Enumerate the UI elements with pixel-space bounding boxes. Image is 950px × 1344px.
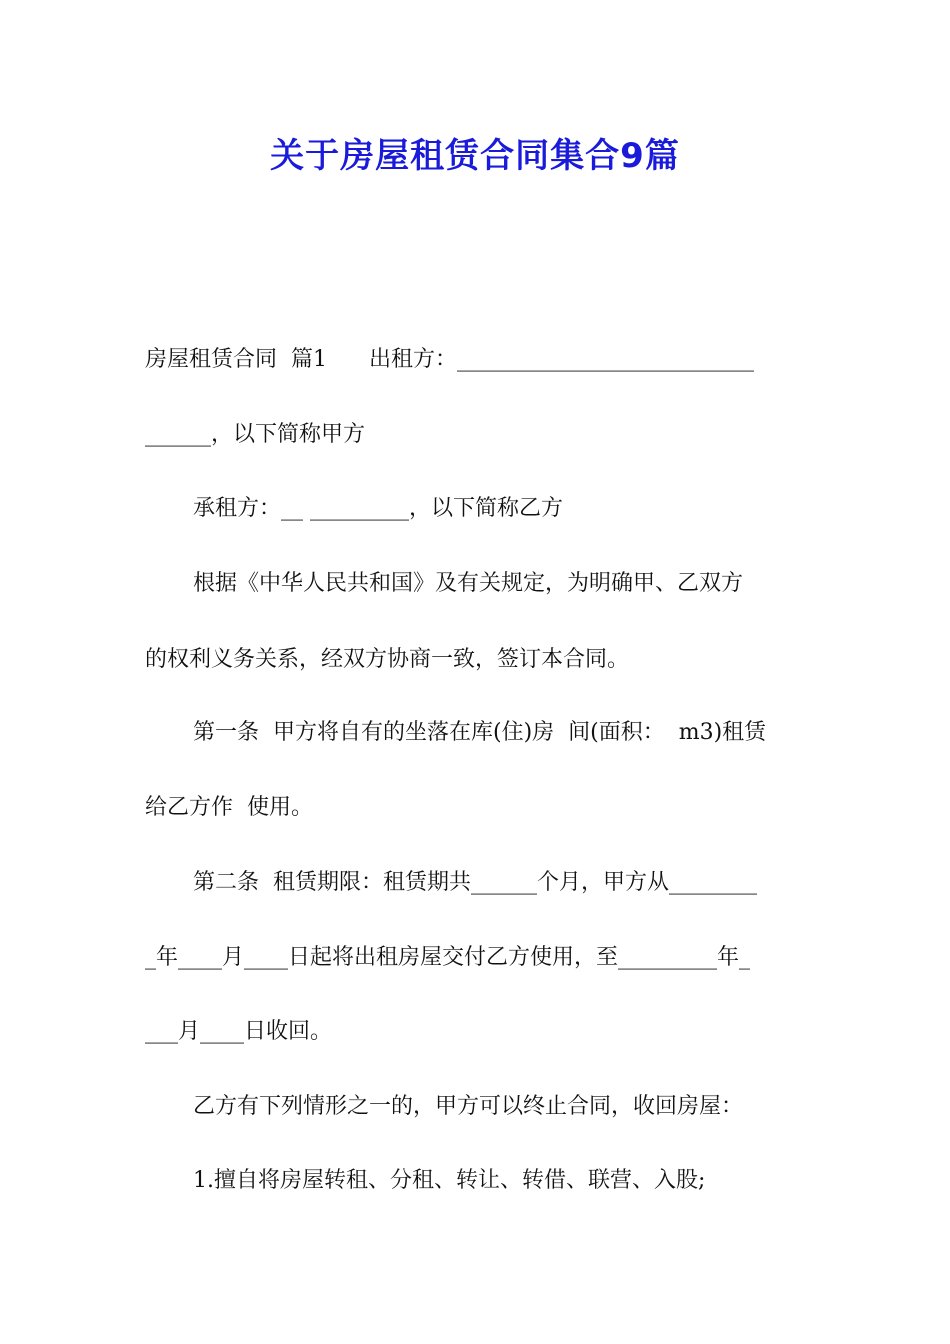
- paragraph-line: _年____月____日起将出租房屋交付乙方使用，至_________年_: [145, 945, 751, 970]
- paragraph-line: 第二条 租赁期限：租赁期共______个月，甲方从________: [193, 870, 757, 895]
- paragraph-line: 乙方有下列情形之一的，甲方可以终止合同，收回房屋：: [193, 1094, 744, 1119]
- document-title: 关于房屋租赁合同集合9篇: [270, 136, 680, 176]
- paragraph-line: 的权利义务关系，经双方协商一致，签订本合同。: [145, 647, 630, 672]
- paragraph-line: 1.擅自将房屋转租、分租、转让、转借、联营、入股;: [193, 1168, 706, 1193]
- paragraph-line: ______，以下简称甲方: [145, 422, 366, 447]
- paragraph-line: 房屋租赁合同 篇1 出租方：___________________________: [145, 347, 754, 372]
- paragraph-line: 根据《中华人民共和国》及有关规定，为明确甲、乙双方: [193, 571, 744, 596]
- paragraph-line: 第一条 甲方将自有的坐落在库(住)房 间(面积： m3)租赁: [193, 720, 767, 745]
- paragraph-line: ___月____日收回。: [145, 1019, 333, 1044]
- paragraph-line: 给乙方作 使用。: [145, 795, 313, 820]
- paragraph-line: 承租方：__ _________，以下简称乙方: [193, 496, 563, 521]
